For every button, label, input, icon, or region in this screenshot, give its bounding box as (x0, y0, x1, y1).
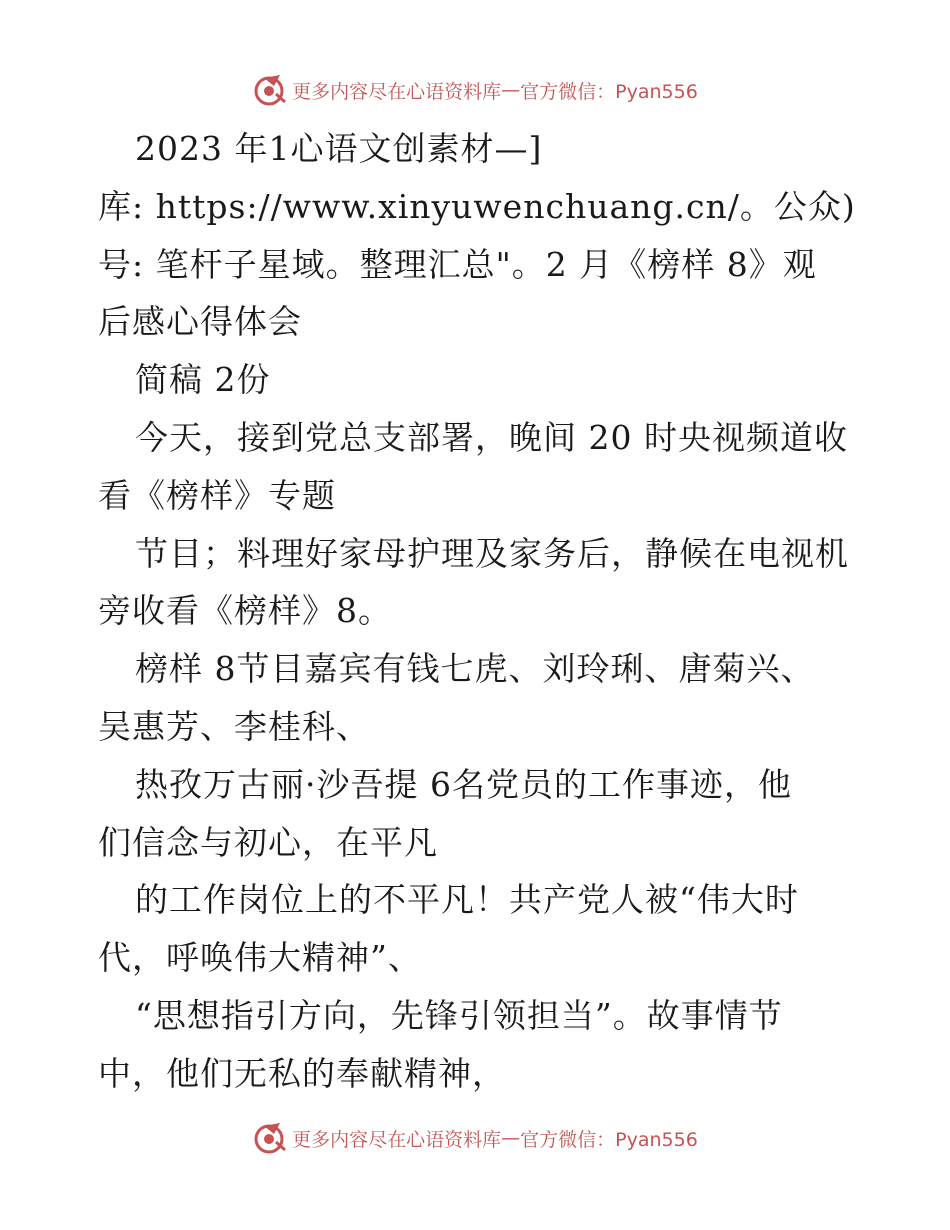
text-line: 代，呼唤伟大精神”、 (98, 938, 422, 978)
text-line: 节目；料理好家母护理及家务后，静候在电视机 (135, 533, 849, 573)
text-line: 榜样 8节目嘉宾有钱七虎、刘玲琍、唐菊兴、 (135, 649, 815, 689)
text-line: 们信念与初心，在平凡 (98, 822, 438, 862)
banner-text: 更多内容尽在心语资料库 (292, 80, 502, 103)
text-line: 吴惠芳、李桂科、 (98, 706, 370, 746)
text-line: 旁收看《榜样》8。 (98, 591, 392, 631)
text-line: 中，他们无私的奉献精神， (98, 1053, 506, 1093)
document-body (98, 120, 858, 1103)
banner-separator: — (501, 79, 521, 101)
text-line: 库: https://www.xinyuwenchuang.cn/。公众) (98, 186, 856, 226)
logo-icon (252, 1120, 288, 1156)
banner-wechat: 官方微信：Pyan556 (520, 80, 698, 103)
header-watermark (0, 70, 950, 110)
text-line: 后感心得体会 (98, 302, 302, 342)
logo-icon (252, 72, 288, 108)
banner-separator: — (501, 1127, 521, 1149)
text-line: 简稿 2份 (135, 360, 271, 400)
text-line: “思想指引方向，先锋引领担当”。故事情节 (135, 995, 783, 1035)
text-line: 的工作岗位上的不平凡！共产党人被“伟大时 (135, 880, 799, 920)
text-line: 号: 笔杆子星域。整理汇总"。2 月《榜样 8》观 (98, 244, 817, 284)
text-line: 今天，接到党总支部署，晚间 20 时央视频道收 (135, 417, 848, 457)
banner-wechat: 官方微信：Pyan556 (520, 1128, 698, 1151)
text-line: 看《榜样》专题 (98, 475, 336, 515)
text-line: 热孜万古丽·沙吾提 6名党员的工作事迹，他 (135, 764, 792, 804)
text-line: 2023 年1心语文创素材—] (135, 129, 543, 168)
footer-watermark (0, 1118, 950, 1158)
banner-text: 更多内容尽在心语资料库 (292, 1128, 502, 1151)
